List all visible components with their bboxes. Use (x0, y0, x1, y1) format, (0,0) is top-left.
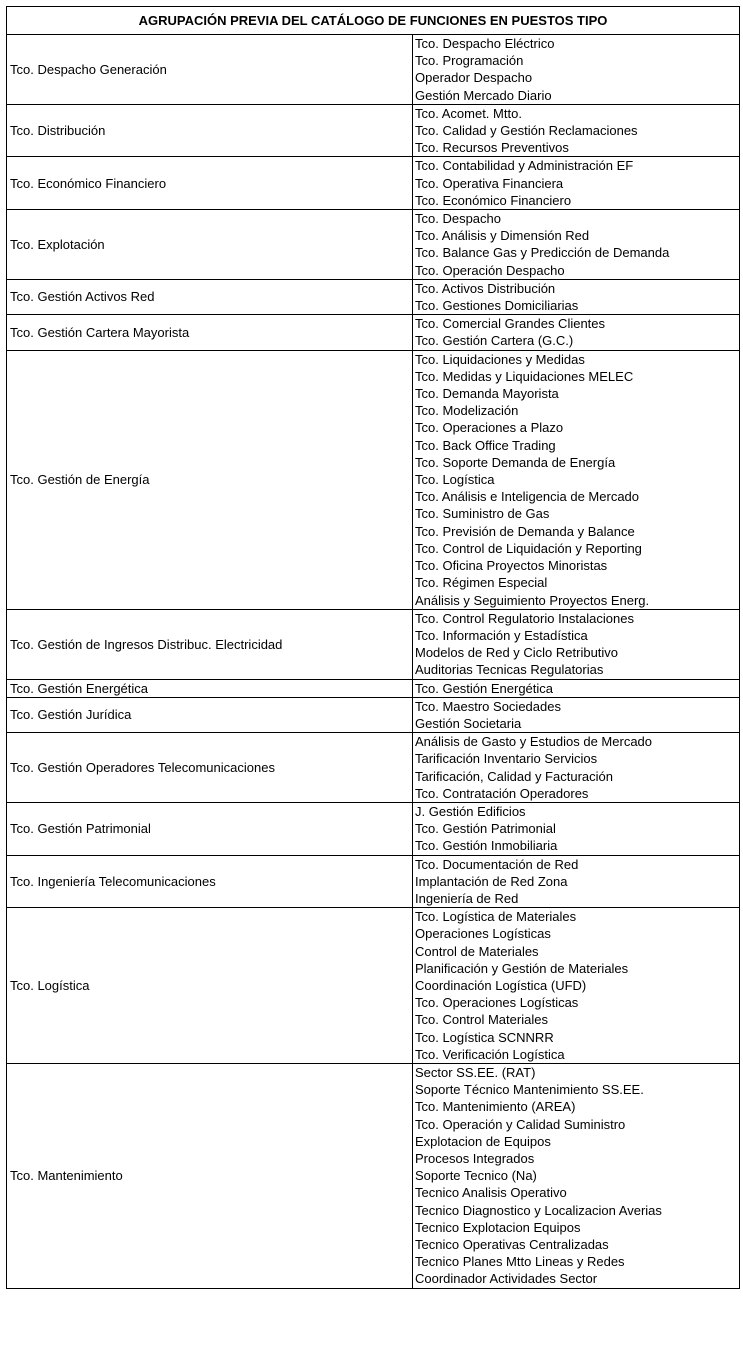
function-item: Tco. Back Office Trading (415, 437, 556, 453)
table-body (7, 35, 740, 1289)
job-group-name: Tco. Económico Financiero (7, 157, 413, 210)
function-item: Tco. Logística (415, 472, 495, 488)
function-item: Tarificación, Calidad y Facturación (415, 768, 613, 784)
function-list (413, 908, 740, 1064)
function-item: Coordinador Actividades Sector (415, 1271, 598, 1287)
job-group-name: Tco. Gestión Patrimonial (7, 802, 413, 855)
function-item: Operaciones Logísticas (415, 926, 551, 942)
function-item: Tco. Balance Gas y Predicción de Demanda (415, 245, 670, 261)
function-item: Operador Despacho (415, 70, 533, 86)
job-group-name: Tco. Mantenimiento (7, 1063, 413, 1288)
function-item: Tco. Información y Estadística (415, 627, 588, 643)
function-item: Tco. Operativa Financiera (415, 175, 564, 191)
job-group-name: Tco. Despacho Generación (7, 35, 413, 105)
table-row (7, 679, 740, 697)
function-item: Tecnico Operativas Centralizadas (415, 1237, 609, 1253)
function-item: Tco. Logística de Materiales (415, 909, 577, 925)
table-row (7, 350, 740, 609)
job-group-name: Tco. Distribución (7, 104, 413, 157)
function-item: Gestión Mercado Diario (415, 87, 552, 103)
function-item: Coordinación Logística (UFD) (415, 977, 587, 993)
function-item: Tco. Suministro de Gas (415, 506, 550, 522)
function-item: Tarificación Inventario Servicios (415, 751, 598, 767)
function-list (413, 210, 740, 280)
function-item: Tco. Gestión Inmobiliaria (415, 838, 558, 854)
function-item: Tco. Gestión Cartera (G.C.) (415, 333, 574, 349)
table-title: AGRUPACIÓN PREVIA DEL CATÁLOGO DE FUNCIONES EN PUESTOS TIPO (7, 7, 740, 35)
function-item: Tco. Liquidaciones y Medidas (415, 351, 585, 367)
function-item: Tco. Previsión de Demanda y Balance (415, 523, 635, 539)
job-group-name: Tco. Logística (7, 908, 413, 1064)
job-group-name: Tco. Gestión Operadores Telecomunicaciones (7, 733, 413, 803)
function-list (413, 315, 740, 350)
function-item: Tco. Logística SCNNRR (415, 1029, 554, 1045)
function-item: Modelos de Red y Ciclo Retributivo (415, 645, 619, 661)
table-row (7, 697, 740, 732)
table-row (7, 315, 740, 350)
function-list (413, 855, 740, 908)
job-group-name: Tco. Gestión Cartera Mayorista (7, 315, 413, 350)
function-item: Soporte Técnico Mantenimiento SS.EE. (415, 1082, 644, 1098)
function-item: Planificación y Gestión de Materiales (415, 960, 629, 976)
function-item: Tco. Modelización (415, 403, 519, 419)
table-row (7, 855, 740, 908)
function-item: Tco. Operación Despacho (415, 262, 565, 278)
table-row (7, 35, 740, 105)
function-item: Tco. Documentación de Red (415, 856, 579, 872)
function-item: Tco. Oficina Proyectos Minoristas (415, 558, 608, 574)
function-item: Tco. Soporte Demanda de Energía (415, 454, 616, 470)
function-item: Tco. Control Materiales (415, 1012, 548, 1028)
function-item: Tco. Control Regulatorio Instalaciones (415, 610, 634, 626)
function-item: Tco. Gestiones Domiciliarias (415, 298, 579, 314)
function-list (413, 679, 740, 697)
function-list (413, 697, 740, 732)
function-item: Tco. Comercial Grandes Clientes (415, 316, 606, 332)
job-function-table (6, 6, 740, 1289)
document-page (6, 6, 739, 1289)
job-group-name: Tco. Ingeniería Telecomunicaciones (7, 855, 413, 908)
function-item: Ingeniería de Red (415, 890, 519, 906)
function-list (413, 104, 740, 157)
function-list (413, 157, 740, 210)
function-item: Tecnico Analisis Operativo (415, 1185, 567, 1201)
table-row (7, 1063, 740, 1288)
function-item: Tco. Medidas y Liquidaciones MELEC (415, 368, 634, 384)
function-list (413, 733, 740, 803)
function-item: Tco. Activos Distribución (415, 280, 556, 296)
function-item: Tco. Despacho Eléctrico (415, 36, 555, 51)
function-list (413, 35, 740, 105)
table-row (7, 733, 740, 803)
function-item: Implantación de Red Zona (415, 873, 568, 889)
function-list (413, 350, 740, 609)
table-row (7, 210, 740, 280)
function-item: Análisis de Gasto y Estudios de Mercado (415, 734, 653, 750)
function-item: J. Gestión Edificios (415, 803, 526, 819)
table-row (7, 104, 740, 157)
function-list (413, 802, 740, 855)
function-item: Tco. Demanda Mayorista (415, 386, 559, 402)
function-list (413, 279, 740, 314)
job-group-name: Tco. Explotación (7, 210, 413, 280)
function-item: Tco. Gestión Patrimonial (415, 821, 556, 837)
function-item: Explotacion de Equipos (415, 1133, 551, 1149)
function-item: Soporte Tecnico (Na) (415, 1168, 537, 1184)
function-item: Tco. Análisis y Dimensión Red (415, 228, 590, 244)
function-item: Tco. Económico Financiero (415, 192, 572, 208)
function-item: Tco. Despacho (415, 211, 501, 227)
function-item: Tecnico Diagnostico y Localizacion Averias (415, 1202, 662, 1218)
function-item: Tecnico Planes Mtto Lineas y Redes (415, 1254, 625, 1270)
job-group-name: Tco. Gestión de Energía (7, 350, 413, 609)
function-item: Tco. Régimen Especial (415, 575, 548, 591)
table-row (7, 802, 740, 855)
function-item: Tco. Contratación Operadores (415, 785, 589, 801)
job-group-name: Tco. Gestión Activos Red (7, 279, 413, 314)
function-item: Tco. Verificación Logística (415, 1046, 565, 1062)
function-item: Tco. Operaciones Logísticas (415, 995, 579, 1011)
function-item: Sector SS.EE. (RAT) (415, 1064, 536, 1080)
function-item: Análisis y Seguimiento Proyectos Energ. (415, 592, 650, 608)
function-item: Tco. Operaciones a Plazo (415, 420, 564, 436)
function-item: Tco. Operación y Calidad Suministro (415, 1116, 626, 1132)
function-item: Tco. Gestión Energética (415, 680, 554, 696)
function-item: Procesos Integrados (415, 1151, 535, 1166)
function-list (413, 1063, 740, 1288)
function-item: Tco. Mantenimiento (AREA) (415, 1099, 576, 1115)
job-group-name: Tco. Gestión de Ingresos Distribuc. Electricidad (7, 609, 413, 679)
function-item: Tco. Análisis e Inteligencia de Mercado (415, 489, 640, 505)
table-row (7, 157, 740, 210)
function-item: Tco. Control de Liquidación y Reporting (415, 540, 642, 556)
function-item: Tco. Programación (415, 53, 524, 69)
function-item: Tco. Calidad y Gestión Reclamaciones (415, 123, 638, 139)
job-group-name: Tco. Gestión Energética (7, 679, 413, 697)
function-item: Auditorias Tecnicas Regulatorias (415, 662, 604, 678)
job-group-name: Tco. Gestión Jurídica (7, 697, 413, 732)
table-row (7, 609, 740, 679)
function-item: Tco. Acomet. Mtto. (415, 105, 522, 121)
function-item: Tco. Maestro Sociedades (415, 698, 561, 714)
function-item: Gestión Societaria (415, 715, 522, 731)
function-item: Tco. Contabilidad y Administración EF (415, 158, 634, 174)
function-list (413, 609, 740, 679)
table-header-row (7, 7, 740, 35)
function-item: Control de Materiales (415, 943, 539, 959)
function-item: Tecnico Explotacion Equipos (415, 1219, 581, 1235)
function-item: Tco. Recursos Preventivos (415, 140, 569, 156)
table-row (7, 279, 740, 314)
table-row (7, 908, 740, 1064)
